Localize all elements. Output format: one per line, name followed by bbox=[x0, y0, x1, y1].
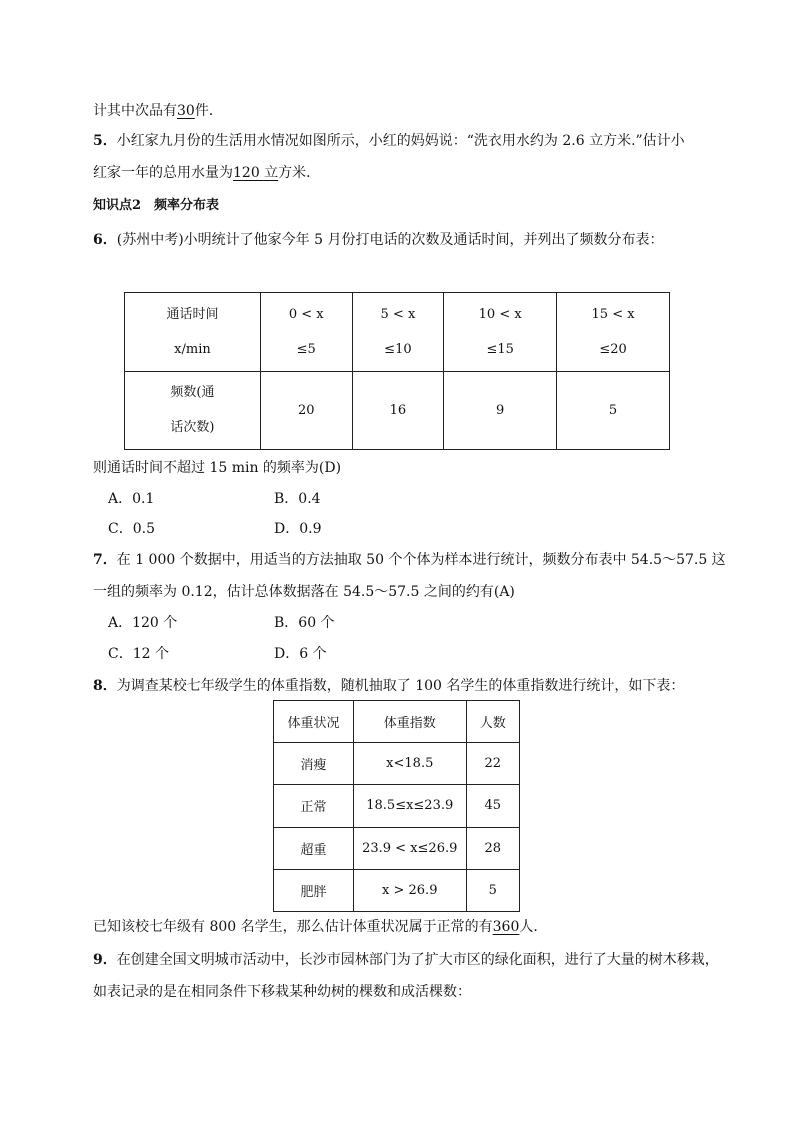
table-row bbox=[125, 371, 670, 450]
q8-stem: 为调查某校七年级学生的体重指数，随机抽取了 100 名学生的体重指数进行统计，如下表： bbox=[116, 678, 685, 694]
table-header-cell: 0 < x ≤5 bbox=[260, 293, 352, 372]
table-row bbox=[125, 293, 670, 372]
table-row bbox=[274, 827, 520, 869]
q5-line2 bbox=[93, 163, 320, 183]
table-row bbox=[274, 869, 520, 911]
table-header-cell: 体重指数 bbox=[353, 701, 466, 743]
table-cell: 28 bbox=[466, 827, 519, 869]
table-cell: x<18.5 bbox=[353, 743, 466, 785]
table-header-cell: 体重状况 bbox=[274, 701, 354, 743]
q7-option-a: A．120 个 bbox=[108, 615, 178, 631]
table-cell: 消瘦 bbox=[274, 743, 354, 785]
q9-stem: 在创建全国文明城市活动中，长沙市园林部门为了扩大市区的绿化面积，进行了大量的树木移栽， bbox=[116, 952, 719, 968]
bmi-table bbox=[273, 700, 520, 912]
q8-stem-line bbox=[93, 676, 684, 696]
q8-answer-line bbox=[93, 917, 547, 937]
table-cell: 正常 bbox=[274, 785, 354, 827]
table-row-label: 频数(通 话次数) bbox=[125, 371, 261, 450]
q6-stem-line bbox=[93, 230, 663, 250]
q7-option-d: D．6 个 bbox=[274, 646, 327, 662]
q4-answer: 30 bbox=[177, 103, 195, 119]
q6-number: 6． bbox=[93, 232, 117, 248]
q7-number: 7． bbox=[93, 552, 117, 568]
q7-option-b: B．60 个 bbox=[274, 615, 335, 631]
q7-line2: 一组的频率为 0.12，估计总体数据落在 54.5～57.5 之间的约有(A) bbox=[93, 584, 515, 600]
q5-number: 5． bbox=[93, 133, 117, 149]
table-cell: 18.5≤x≤23.9 bbox=[353, 785, 466, 827]
table-row bbox=[274, 785, 520, 827]
table-cell: 肥胖 bbox=[274, 869, 354, 911]
q6-option-d: D．0.9 bbox=[274, 521, 322, 537]
q8-answer-text: 已知该校七年级有 800 名学生，那么估计体重状况属于正常的有 bbox=[93, 919, 493, 935]
table-row bbox=[274, 701, 520, 743]
q5-line1 bbox=[93, 131, 685, 151]
q5-stem: 小红家九月份的生活用水情况如图所示，小红的妈妈说：“洗衣用水约为 2.6 立方米.”估计小 bbox=[116, 133, 685, 149]
q4-text: 计其中次品有 bbox=[93, 103, 177, 119]
table-header-cell: 5 < x ≤10 bbox=[352, 293, 444, 372]
q8-number: 8． bbox=[93, 678, 117, 694]
q8-answer: 360 bbox=[492, 919, 520, 935]
q8-answer-end: 人． bbox=[519, 919, 548, 935]
table-cell: x > 26.9 bbox=[353, 869, 466, 911]
q5-stem-end: 方米． bbox=[278, 165, 321, 181]
q6-option-b: B．0.4 bbox=[274, 491, 321, 507]
q4-text-end: 件． bbox=[194, 103, 223, 119]
table-cell: 5 bbox=[466, 869, 519, 911]
table-header-cell: 10 < x ≤15 bbox=[444, 293, 557, 372]
table-cell: 5 bbox=[557, 371, 670, 450]
section-title: 知识点2 频率分布表 bbox=[93, 198, 220, 213]
table-cell: 23.9 < x≤26.9 bbox=[353, 827, 466, 869]
table-row bbox=[274, 743, 520, 785]
table-cell: 9 bbox=[444, 371, 557, 450]
q6-stem: (苏州中考)小明统计了他家今年 5 月份打电话的次数及通话时间，并列出了频数分布表： bbox=[116, 232, 664, 248]
q7-stem: 在 1 000 个数据中，用适当的方法抽取 50 个个体为样本进行统计，频数分布表中 54.5～57.5 这 bbox=[116, 552, 726, 568]
q6-option-c: C．0.5 bbox=[108, 521, 155, 537]
table-cell: 22 bbox=[466, 743, 519, 785]
q5-stem-cont: 红家一年的总用水量为 bbox=[93, 165, 233, 181]
table-cell: 超重 bbox=[274, 827, 354, 869]
table-cell: 16 bbox=[352, 371, 444, 450]
q4-answer-line bbox=[93, 101, 223, 121]
table-header-cell: 15 < x ≤20 bbox=[557, 293, 670, 372]
q9-line2: 如表记录的是在相同条件下移栽某种幼树的棵数和成活棵数： bbox=[93, 984, 471, 1000]
q6-option-a: A．0.1 bbox=[108, 491, 155, 507]
q7-line1 bbox=[93, 550, 726, 570]
q7-option-c: C．12 个 bbox=[108, 646, 169, 662]
table-header-cell: 人数 bbox=[466, 701, 519, 743]
q9-number: 9． bbox=[93, 952, 117, 968]
table-cell: 45 bbox=[466, 785, 519, 827]
call-frequency-table bbox=[124, 292, 670, 450]
q9-line1 bbox=[93, 950, 719, 970]
table-header-cell: 通话时间 x/min bbox=[125, 293, 261, 372]
q6-question: 则通话时间不超过 15 min 的频率为(D) bbox=[93, 460, 342, 476]
q5-answer: 120 立 bbox=[233, 165, 279, 181]
table-cell: 20 bbox=[260, 371, 352, 450]
